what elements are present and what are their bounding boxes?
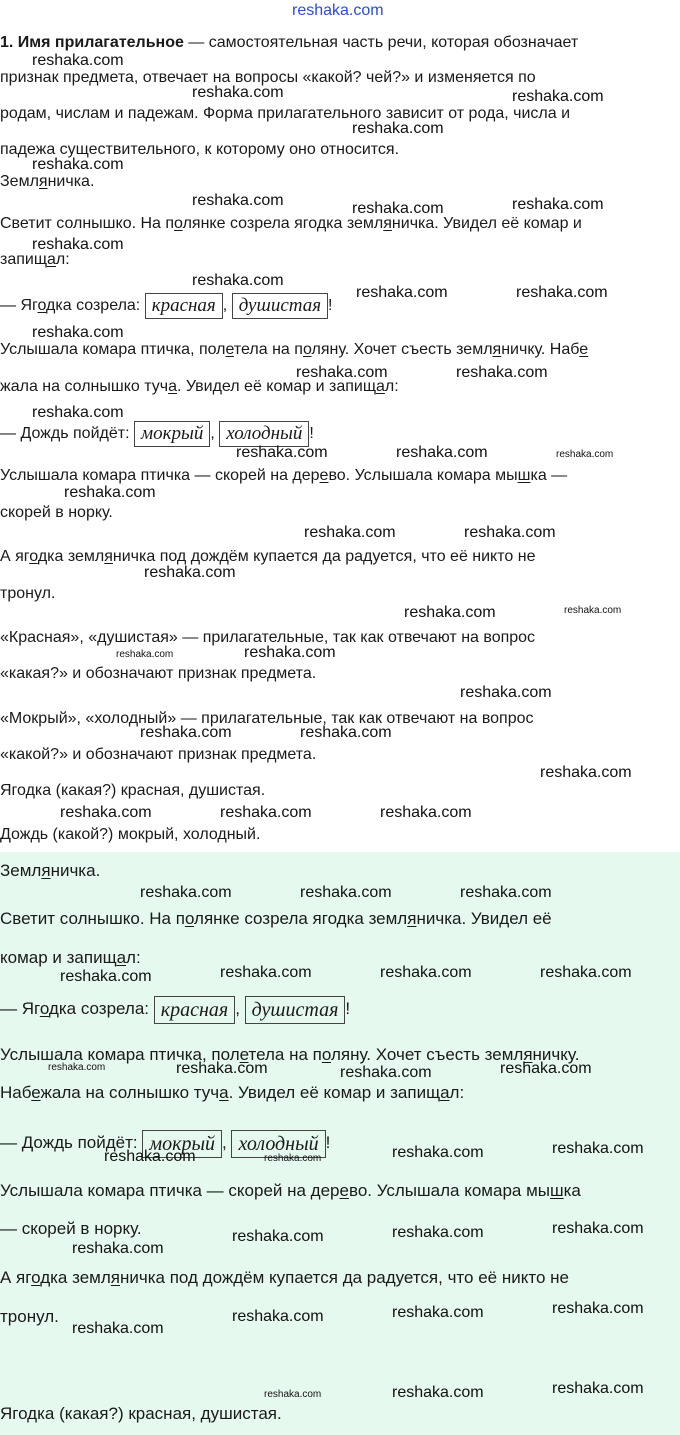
theory-line-1: 1. Имя прилагательное — самостоятельная часть речи, которая обозначает [0, 34, 579, 51]
watermark: reshaka.com [552, 1300, 644, 1317]
watermark: reshaka.com [264, 1389, 322, 1400]
answer-sentence-1-end: комар и запищал: [0, 948, 141, 967]
answer-box-red: красная [154, 996, 235, 1024]
text-sentence-3: Услышала комара птичка, полетела на поляну. Хочет съесть земляничку. Набе [0, 341, 589, 358]
watermark: reshaka.com [220, 964, 312, 981]
analysis-1-line-2: «какая?» и обозначают признак предмета. [0, 665, 317, 682]
watermark: reshaka.com [552, 1220, 644, 1237]
theory-line-4: падежа существительного, к которому оно относится. [0, 141, 400, 158]
watermark: reshaka.com [540, 964, 632, 981]
text-sentence-7: А ягодка земляничка под дождём купается да радуется, что её никто не [0, 548, 536, 565]
watermark: reshaka.com [300, 884, 392, 901]
watermark: reshaka.com [140, 884, 232, 901]
text-sentence-1: Светит солнышко. На полянке созрела ягодка земляничка. Увидел её комар и [0, 215, 582, 232]
watermark: reshaka.com [552, 1140, 644, 1157]
text-sentence-5: Услышала комара птичка — скорей на дерево. Услышала комара мышка — [0, 467, 568, 484]
watermark: reshaka.com [32, 52, 124, 69]
answer-quote-rain: — Дождь пойдёт: мокрый , холодный ! [0, 1128, 330, 1158]
text-sentence-8: тронул. [0, 585, 56, 602]
watermark: reshaka.com [32, 404, 124, 421]
answer-sentence-5: Услышала комара птичка — скорей на дерево. Услышала комара мышка [0, 1181, 581, 1200]
watermark: reshaka.com [60, 968, 152, 985]
watermark: reshaka.com [176, 1060, 268, 1077]
watermark: reshaka.com [556, 449, 614, 460]
watermark: reshaka.com [192, 84, 284, 101]
text-sentence-4: жала на солнышко туча. Увидел её комар и запищал: [0, 378, 399, 395]
watermark: reshaka.com [540, 764, 632, 781]
watermark: reshaka.com [392, 1224, 484, 1241]
text-sentence-1-end: запищал: [0, 251, 70, 268]
watermark: reshaka.com [392, 1144, 484, 1161]
analysis-1-line-1: «Красная», «душистая» — прилагательные, так как отвечают на вопрос [0, 629, 536, 646]
watermark: reshaka.com [356, 284, 448, 301]
answer-sentence-1: Светит солнышко. На полянке созрела ягодка земляничка. Увидел её [0, 909, 552, 928]
answer-title: Земляничка. [0, 861, 101, 880]
watermark: reshaka.com [236, 444, 328, 461]
watermark: reshaka.com [396, 444, 488, 461]
watermark: reshaka.com [460, 684, 552, 701]
answer-sentence-8: тронул. [0, 1307, 59, 1326]
adjective-box-wet: мокрый [134, 421, 210, 447]
watermark: reshaka.com [512, 196, 604, 213]
watermark: reshaka.com [72, 1320, 164, 1337]
watermark: reshaka.com [380, 804, 472, 821]
watermark: reshaka.com [304, 524, 396, 541]
watermark: reshaka.com [140, 724, 232, 741]
watermark: reshaka.com [352, 120, 444, 137]
watermark: reshaka.com [64, 484, 156, 501]
analysis-result-2: Дождь (какой?) мокрый, холодный. [0, 826, 261, 843]
analysis-result-1: Ягодка (какая?) красная, душистая. [0, 782, 266, 799]
analysis-2-line-2: «какой?» и обозначают признак предмета. [0, 746, 317, 763]
theory-term: 1. Имя прилагательное [0, 34, 184, 51]
answer-box-fragrant: душистая [245, 996, 346, 1024]
watermark: reshaka.com [516, 284, 608, 301]
adjective-box-fragrant: душистая [232, 293, 328, 319]
answer-sentence-3: Услышала комара птичка, полетела на поляну. Хочет съесть земляничку. [0, 1045, 580, 1064]
watermark: reshaka.com [192, 192, 284, 209]
theory-line-2: признак предмета, отвечает на вопросы «какой? чей?» и изменяется по [0, 69, 536, 86]
text-sentence-6: скорей в норку. [0, 504, 113, 521]
watermark: reshaka.com [192, 272, 284, 289]
watermark: reshaka.com [32, 156, 124, 173]
watermark: reshaka.com [48, 1062, 106, 1073]
answer-box-wet: мокрый [142, 1130, 222, 1158]
answer-quote-berry: — Ягодка созрела: красная , душистая ! [0, 994, 350, 1024]
watermark: reshaka.com [32, 324, 124, 341]
watermark: reshaka.com [244, 644, 336, 661]
watermark: reshaka.com [464, 524, 556, 541]
theory-line-3: родам, числам и падежам. Форма прилагательного зависит от рода, числа и [0, 105, 570, 122]
watermark: reshaka.com [456, 364, 548, 381]
answer-sentence-7: А ягодка земляничка под дождём купается да радуется, что её никто не [0, 1268, 569, 1287]
answer-box-cold: холодный [231, 1130, 325, 1158]
watermark: reshaka.com [104, 1148, 196, 1165]
analysis-2-line-1: «Мокрый», «холодный» — прилагательные, так как отвечают на вопрос [0, 710, 534, 727]
watermark: reshaka.com [340, 1064, 432, 1081]
adjective-box-red: красная [145, 293, 223, 319]
watermark: reshaka.com [60, 804, 152, 821]
adjective-box-cold: холодный [219, 421, 309, 447]
text-quote-berry: — Ягодка созрела: красная , душистая ! [0, 292, 333, 320]
watermark: reshaka.com [380, 964, 472, 981]
watermark: reshaka.com [352, 200, 444, 217]
watermark: reshaka.com [116, 649, 174, 660]
watermark: reshaka.com [220, 804, 312, 821]
watermark: reshaka.com [72, 1240, 164, 1257]
watermark: reshaka.com [296, 364, 388, 381]
watermark: reshaka.com [512, 88, 604, 105]
answer-sentence-4: Набежала на солнышко туча. Увидел её комар и запищал: [0, 1083, 465, 1102]
watermark: reshaka.com [552, 1380, 644, 1397]
header-watermark: reshaka.com [292, 2, 384, 19]
watermark: reshaka.com [500, 1060, 592, 1077]
answer-sentence-6: — скорей в норку. [0, 1219, 142, 1238]
watermark: reshaka.com [300, 724, 392, 741]
watermark: reshaka.com [232, 1228, 324, 1245]
watermark: reshaka.com [460, 884, 552, 901]
watermark: reshaka.com [564, 605, 622, 616]
text-quote-rain: — Дождь пойдёт: мокрый , холодный ! [0, 420, 314, 448]
watermark: reshaka.com [264, 1153, 322, 1164]
watermark: reshaka.com [392, 1304, 484, 1321]
watermark: reshaka.com [32, 236, 124, 253]
text-title: Земляничка. [0, 173, 95, 190]
watermark: reshaka.com [232, 1308, 324, 1325]
watermark: reshaka.com [404, 604, 496, 621]
watermark: reshaka.com [392, 1384, 484, 1401]
watermark: reshaka.com [144, 564, 236, 581]
answer-result-1: Ягодка (какая?) красная, душистая. [0, 1404, 282, 1423]
